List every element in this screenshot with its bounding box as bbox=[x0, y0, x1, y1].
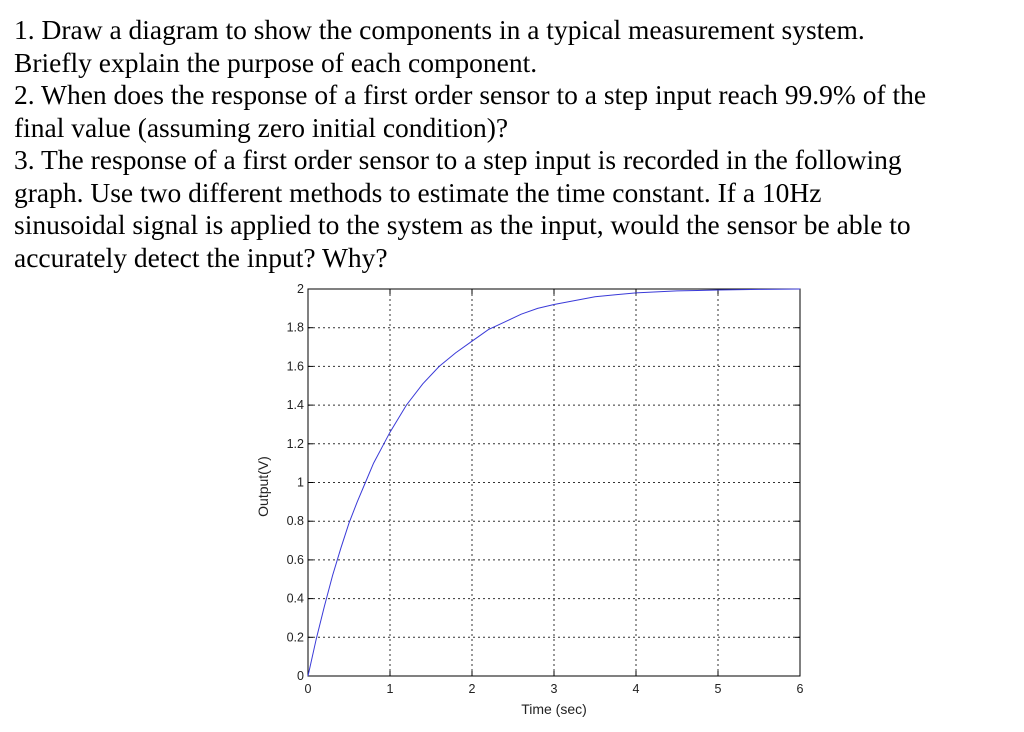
question-2-line-1: 2. When does the response of a first order sensor to a step input reach 99.9% of the bbox=[14, 79, 927, 110]
y-tick-label: 0 bbox=[297, 669, 304, 683]
y-tick-label: 0.2 bbox=[286, 630, 304, 645]
x-axis-title: Time (sec) bbox=[521, 701, 587, 717]
question-3-line-1: 3. The response of a first order sensor to a step input is recorded in the following bbox=[14, 144, 902, 175]
y-axis-title: Output(V) bbox=[255, 456, 271, 517]
y-tick-label: 1.6 bbox=[286, 359, 304, 374]
x-tick-label: 3 bbox=[550, 682, 558, 696]
question-3-line-3: sinusoidal signal is applied to the system as the input, would the sensor be able to bbox=[14, 209, 911, 240]
question-1-line-1: 1. Draw a diagram to show the components in a typical measurement system. bbox=[14, 14, 865, 45]
question-1-line-2: Briefly explain the purpose of each component. bbox=[14, 46, 538, 78]
y-tick-label: 1.8 bbox=[286, 320, 304, 335]
y-tick-label: 1 bbox=[297, 475, 304, 490]
y-tick-label: 1.2 bbox=[286, 436, 304, 451]
y-tick-label: 0.4 bbox=[286, 591, 304, 606]
y-tick-label: 0.6 bbox=[286, 552, 304, 567]
y-tick-label: 1.4 bbox=[286, 398, 304, 413]
x-tick-label: 5 bbox=[714, 682, 722, 696]
x-tick-label: 0 bbox=[304, 682, 312, 696]
x-tick-label: 4 bbox=[632, 682, 640, 696]
y-tick-label: 0.8 bbox=[286, 514, 304, 529]
x-tick-label: 6 bbox=[796, 682, 804, 696]
x-tick-label: 2 bbox=[468, 682, 476, 696]
question-3-line-2: graph. Use two different methods to estimate the time constant. If a 10Hz bbox=[14, 176, 822, 208]
question-3-line-4: accurately detect the input? Why? bbox=[14, 241, 388, 273]
question-2-line-2: final value (assuming zero initial condition)? bbox=[14, 111, 509, 143]
y-tick-label: 2 bbox=[297, 282, 304, 296]
x-tick-label: 1 bbox=[386, 682, 394, 696]
